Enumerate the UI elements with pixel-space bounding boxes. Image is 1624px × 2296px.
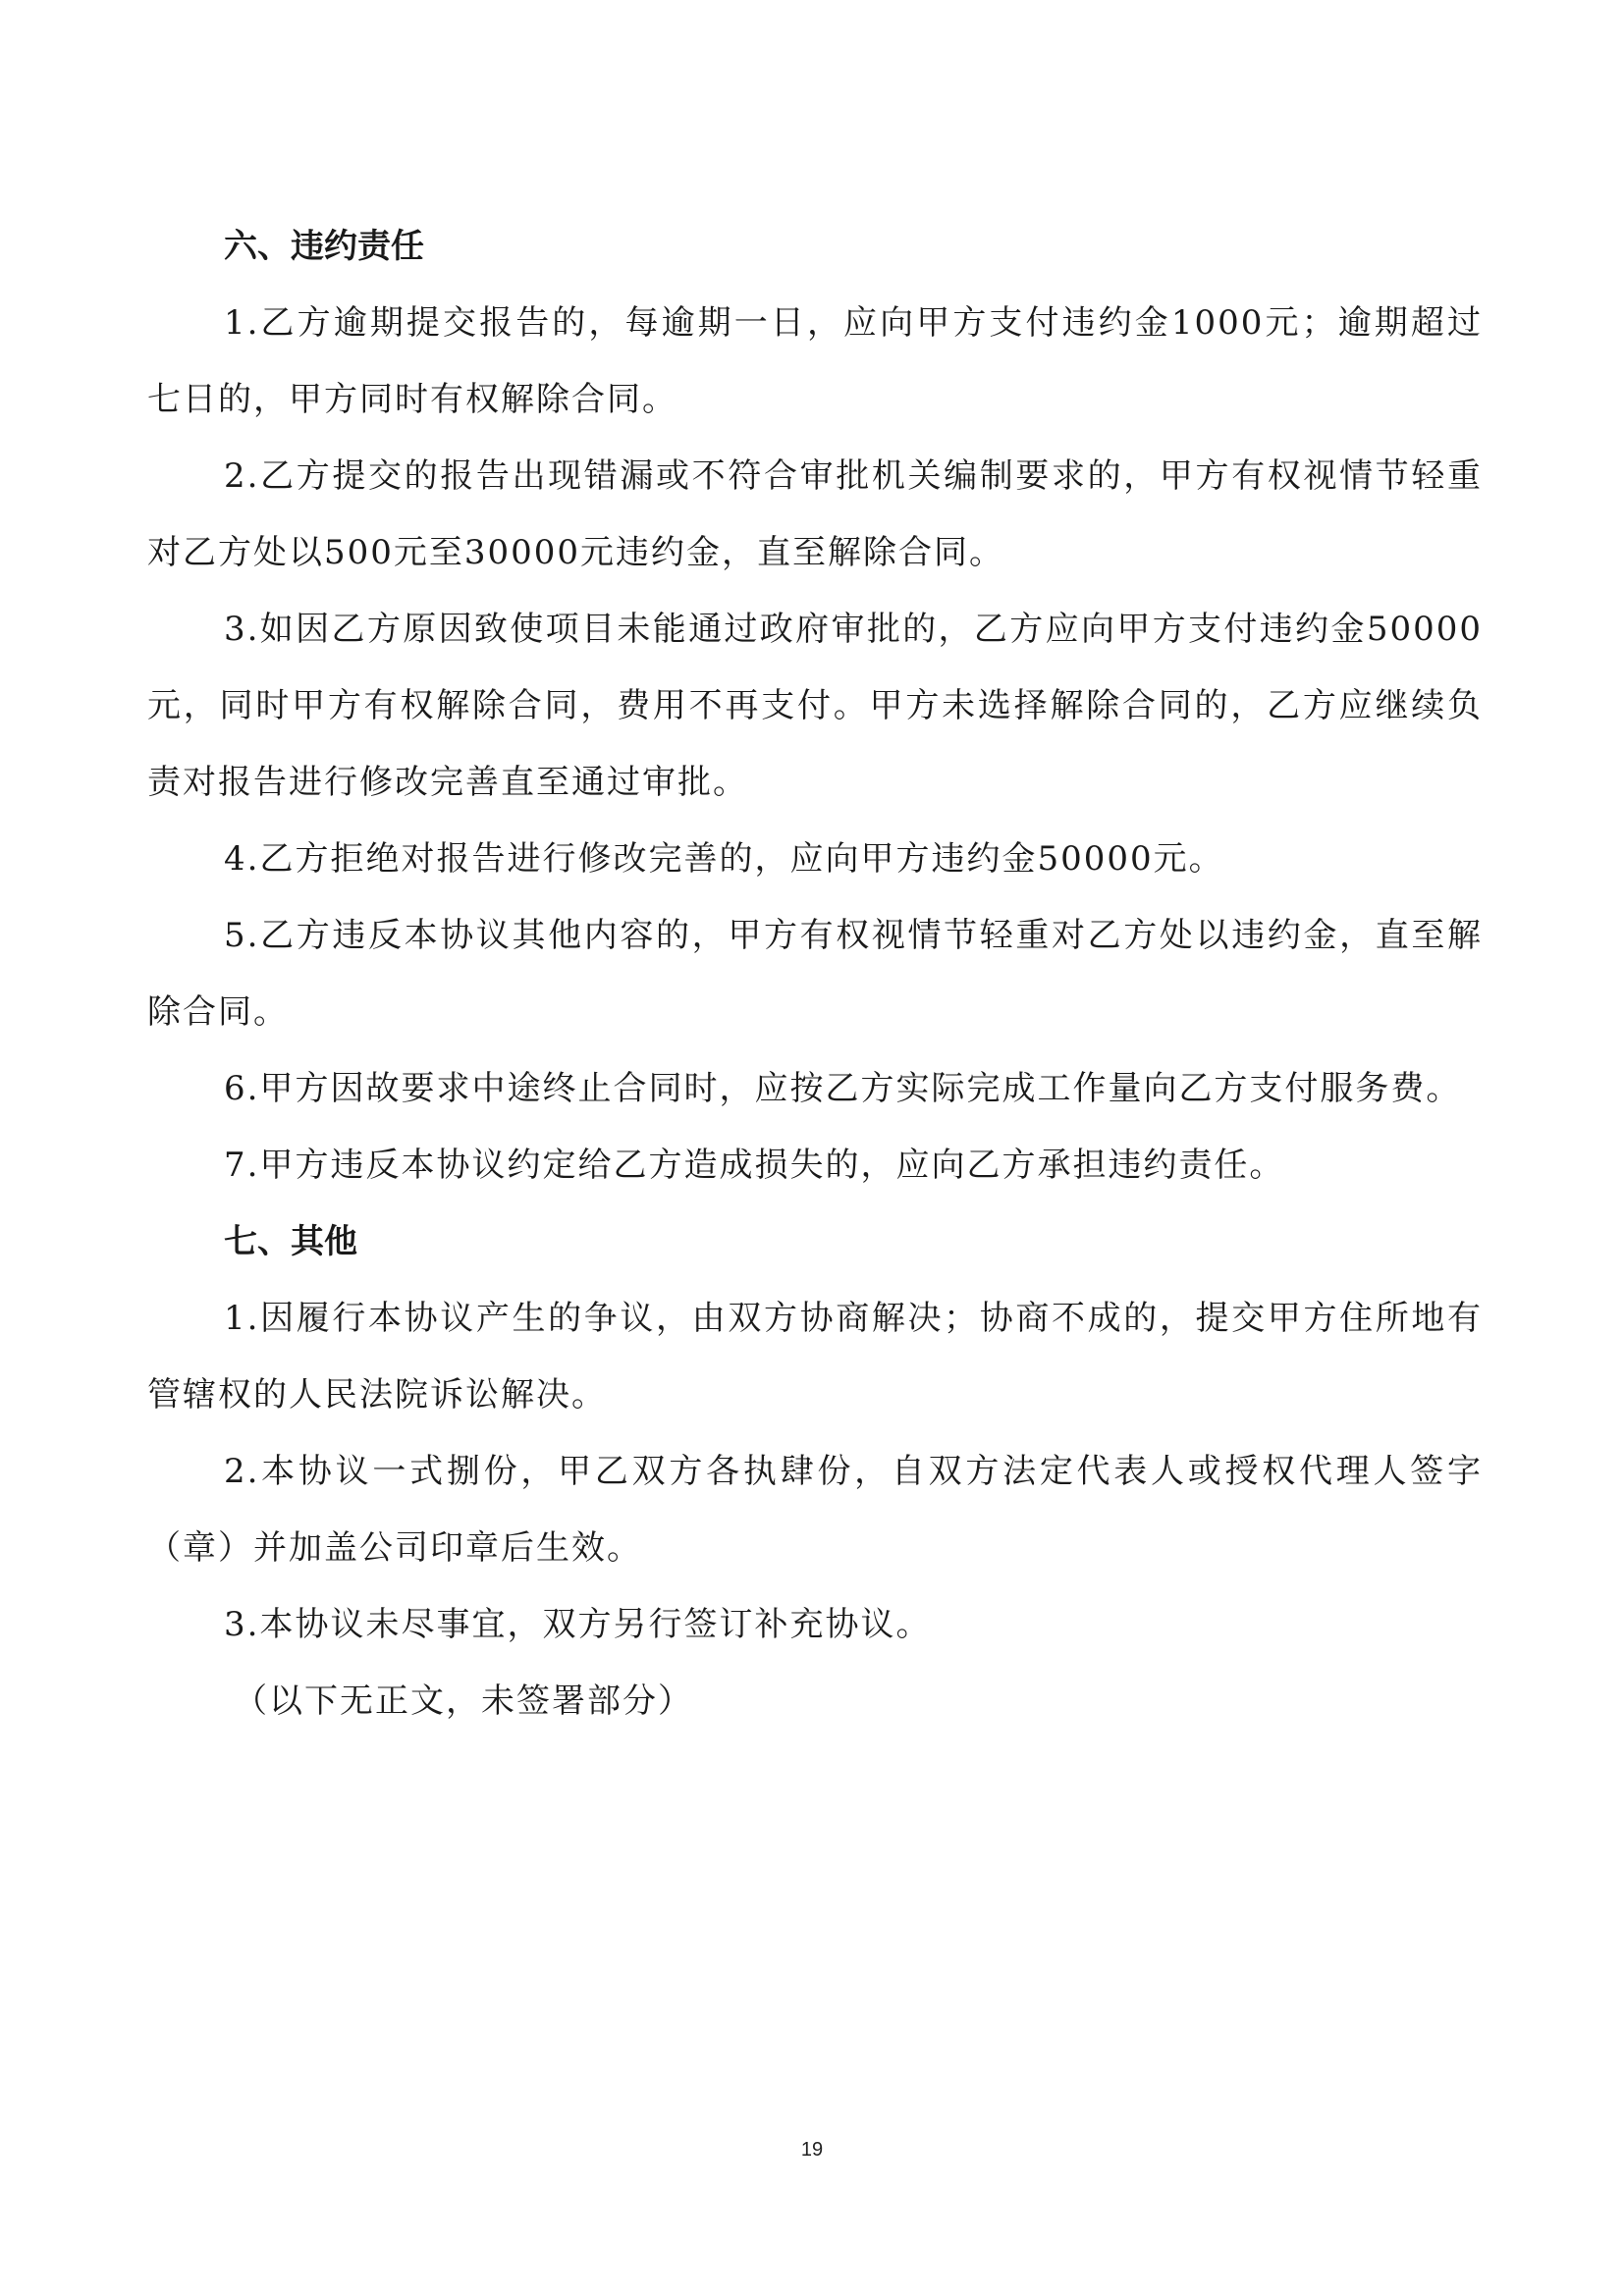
section-heading-other: 七、其他 — [224, 1222, 357, 1261]
clause-7-3: 3.本协议未尽事宜，双方另行签订补充协议。 — [224, 1605, 932, 1644]
clause-6-1: 1.乙方逾期提交报告的，每逾期一日，应向甲方支付违约金1000元；逾期超过七日的，甲方同时有权解除合同。 — [147, 303, 1483, 419]
clause-7-2: 2.本协议一式捌份，甲乙双方各执肆份，自双方法定代表人或授权代理人签字（章）并加盖公司印章后生效。 — [147, 1452, 1483, 1568]
clause-6-2: 2.乙方提交的报告出现错漏或不符合审批机关编制要求的，甲方有权视情节轻重对乙方处以500元至30000元违约金，直至解除合同。 — [147, 456, 1483, 572]
clause-7-1: 1.因履行本协议产生的争议，由双方协商解决；协商不成的，提交甲方住所地有管辖权的人民法院诉讼解决。 — [147, 1299, 1483, 1415]
clause-6-4: 4.乙方拒绝对报告进行修改完善的，应向甲方违约金50000元。 — [224, 839, 1224, 879]
document-body — [147, 208, 1483, 1739]
clause-6-6: 6.甲方因故要求中途终止合同时，应按乙方实际完成工作量向乙方支付服务费。 — [224, 1069, 1462, 1108]
closing-note: （以下无正文，未签署部分） — [234, 1682, 693, 1721]
section-heading-breach-liability: 六、违约责任 — [224, 227, 424, 266]
clause-6-7: 7.甲方违反本协议约定给乙方造成损失的，应向乙方承担违约责任。 — [224, 1146, 1285, 1185]
clause-6-3: 3.如因乙方原因致使项目未能通过政府审批的，乙方应向甲方支付违约金50000元，同时甲方有权解除合同，费用不再支付。甲方未选择解除合同的，乙方应继续负责对报告进行修改完善直至通过审批。 — [147, 610, 1483, 802]
page-number: 19 — [800, 2139, 824, 2161]
clause-6-5: 5.乙方违反本协议其他内容的，甲方有权视情节轻重对乙方处以违约金，直至解除合同。 — [147, 916, 1483, 1032]
